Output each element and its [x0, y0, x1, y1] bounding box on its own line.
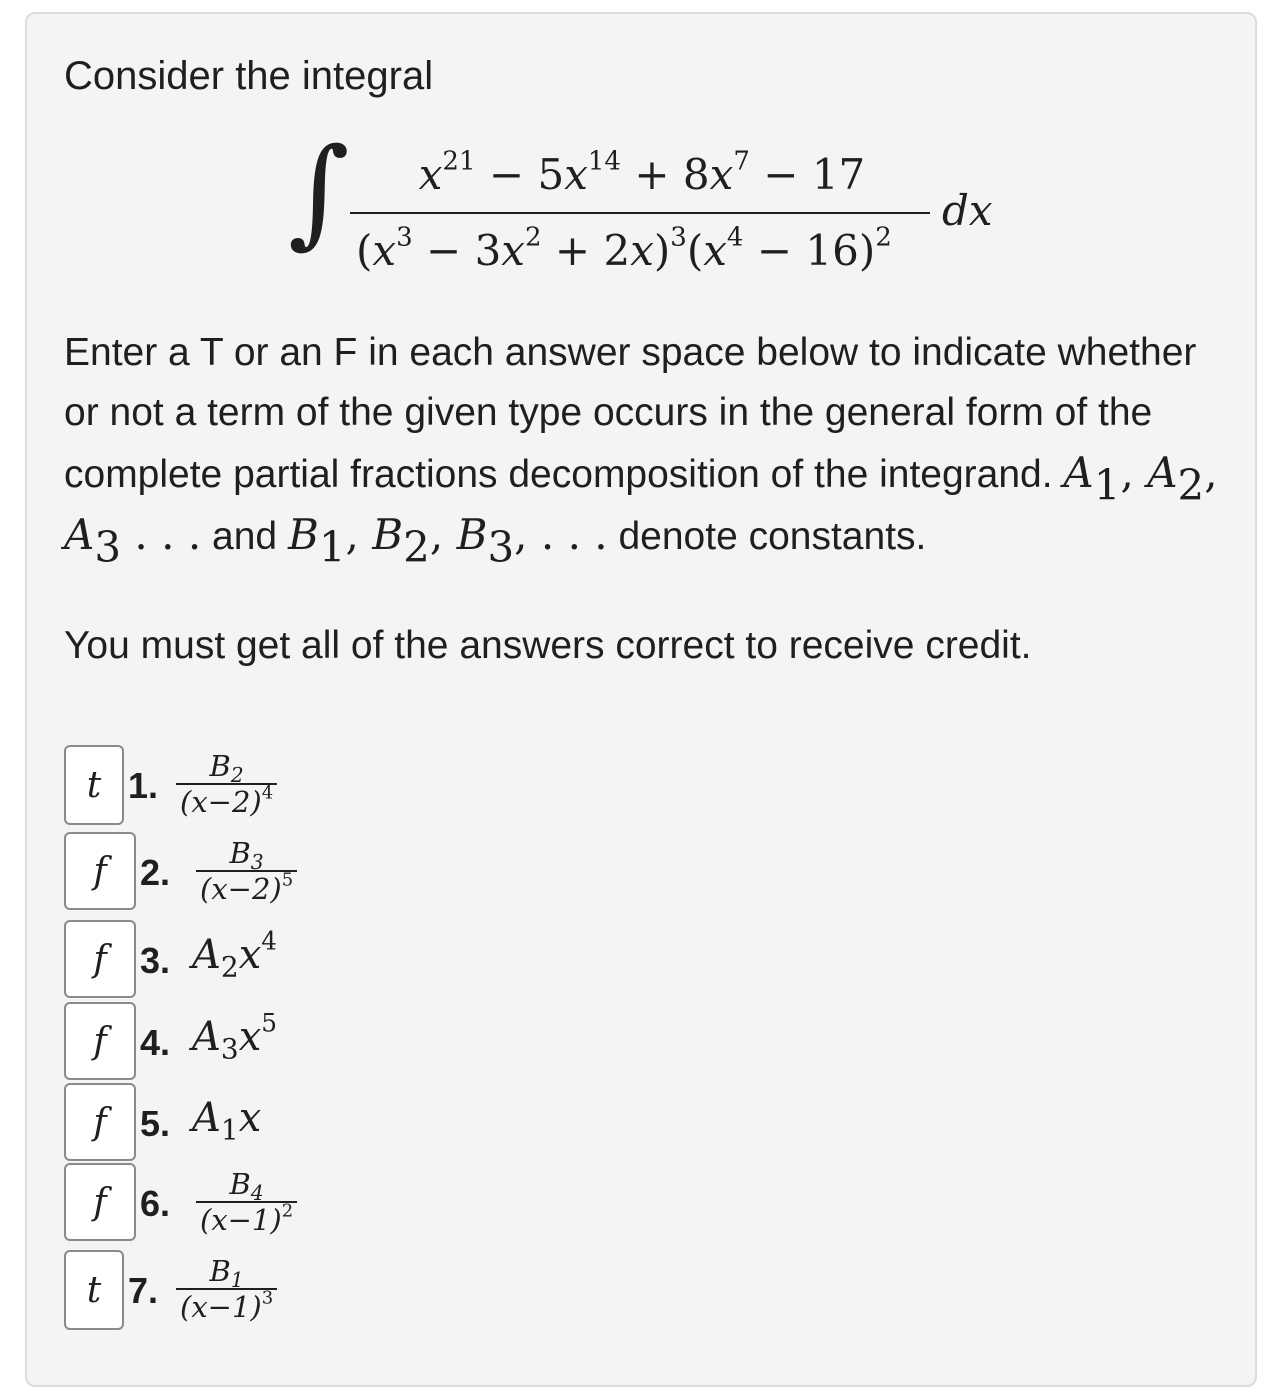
- item-number-3: 3.: [140, 940, 171, 981]
- item-term-6: $\frac{B_4}{(x-1)^2}$: [196, 1167, 297, 1237]
- item-term-4: $A_3x^5$: [192, 1008, 278, 1066]
- credit-note: You must get all of the answers correct to receive credit.: [64, 624, 1032, 667]
- item-term-1: $\frac{B_2}{(x-2)^4}$: [176, 749, 277, 819]
- item-number-2: 2.: [140, 852, 171, 893]
- answer-input-2[interactable]: f: [64, 832, 136, 910]
- instructions-paragraph: Enter a T or an F in each answer space below to indicate whether or not a term of the given type occurs in the general form of the complete partial fractions decomposition of the integrand. $A_1$, $A_2$, $A_3$ . . . and $B_1$, $B_2$, $B_3$, . . . denote constants.: [64, 331, 1218, 572]
- fraction-bar: [350, 212, 930, 214]
- item-number-7: 7.: [128, 1270, 159, 1311]
- integral-numerator: $x^{21} - 5x^{14} + 8x^7 - 17$: [418, 146, 866, 199]
- answer-input-5[interactable]: f: [64, 1083, 136, 1161]
- item-number-5: 5.: [140, 1103, 171, 1144]
- item-number-6: 6.: [140, 1183, 171, 1224]
- item-term-3: $A_2x^4$: [192, 926, 278, 984]
- item-number-1: 1.: [128, 765, 159, 806]
- integral-differential: dx: [942, 186, 993, 235]
- item-term-5: $A_1x$: [192, 1095, 262, 1147]
- integral-symbol: ∫: [288, 122, 350, 260]
- answer-input-6[interactable]: f: [64, 1163, 136, 1241]
- item-number-4: 4.: [140, 1022, 171, 1063]
- integral-denominator: $(x^3 - 3x^2 + 2x)^3(x^4 - 16)^2$: [356, 222, 892, 275]
- question-intro: Consider the integral: [64, 54, 434, 98]
- answer-input-1[interactable]: t: [64, 745, 124, 825]
- answer-input-7[interactable]: t: [64, 1250, 124, 1330]
- answer-input-4[interactable]: f: [64, 1002, 136, 1080]
- item-term-7: $\frac{B_1}{(x-1)^3}$: [176, 1254, 277, 1324]
- answer-input-3[interactable]: f: [64, 920, 136, 998]
- item-term-2: $\frac{B_3}{(x-2)^5}$: [196, 836, 297, 906]
